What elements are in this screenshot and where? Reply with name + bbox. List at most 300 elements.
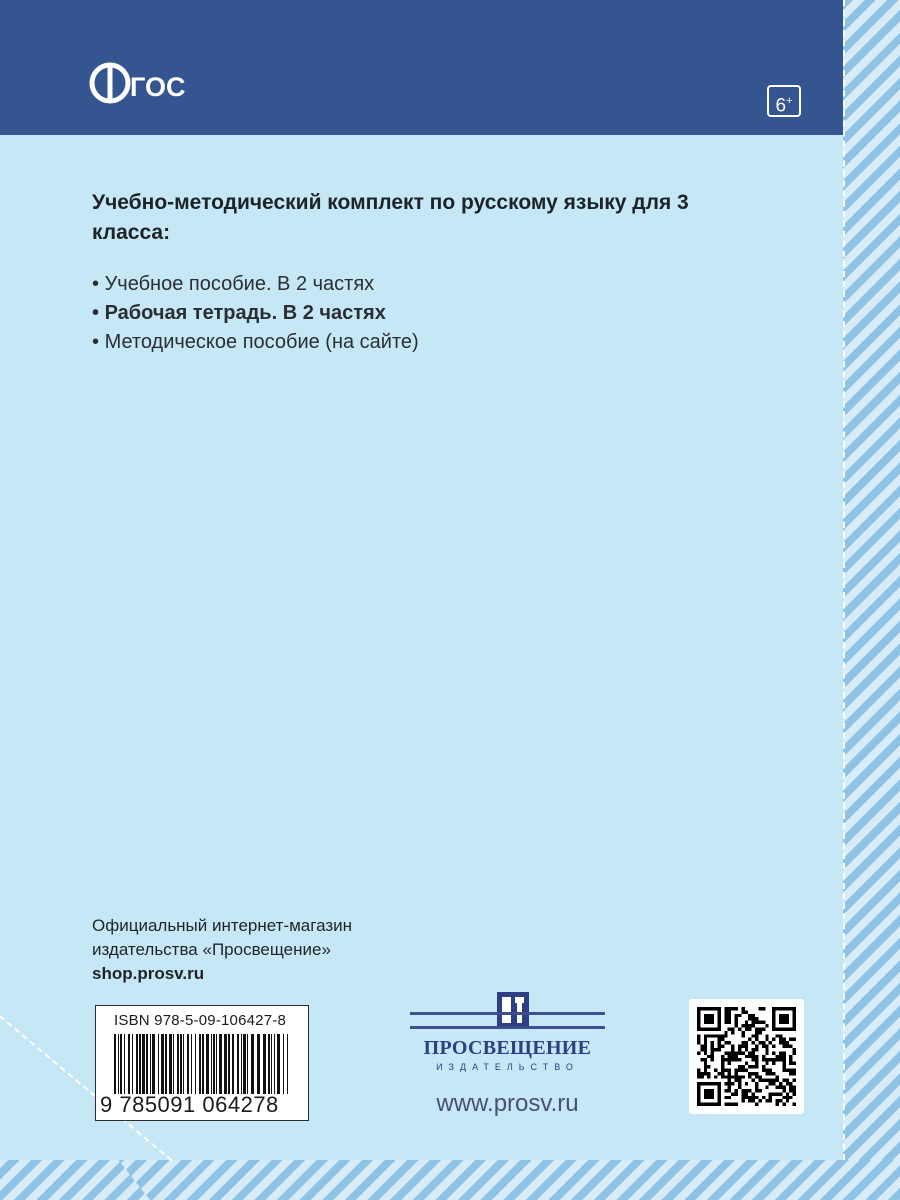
barcode-bar	[287, 1034, 288, 1094]
qr-module	[776, 1086, 779, 1089]
qr-module	[779, 1041, 782, 1044]
qr-module	[721, 1058, 724, 1061]
qr-module	[731, 1051, 734, 1054]
qr-module	[704, 1041, 707, 1044]
qr-module	[704, 1034, 707, 1037]
publisher-block	[410, 990, 605, 1130]
barcode-bar	[118, 1034, 119, 1094]
qr-module	[755, 1075, 758, 1078]
qr-module	[782, 1068, 785, 1071]
qr-module	[752, 1051, 755, 1054]
qr-module	[735, 1089, 738, 1092]
qr-module	[745, 1055, 748, 1058]
qr-module	[765, 1072, 768, 1075]
qr-module	[789, 1068, 792, 1071]
qr-module	[782, 1089, 785, 1092]
list-item: • Рабочая тетрадь. В 2 частях	[92, 299, 419, 328]
qr-module	[748, 1038, 751, 1041]
qr-module	[717, 1072, 720, 1075]
qr-module	[782, 1038, 785, 1041]
qr-module	[769, 1079, 772, 1082]
qr-module	[755, 1103, 758, 1106]
qr-module	[697, 1068, 700, 1071]
qr-module	[765, 1058, 768, 1061]
qr-module	[752, 1079, 755, 1082]
barcode-bar	[277, 1034, 280, 1094]
barcode-bar	[169, 1034, 172, 1094]
qr-module	[779, 1014, 789, 1024]
qr-module	[779, 1099, 782, 1102]
qr-module	[700, 1048, 703, 1051]
qr-module	[782, 1096, 785, 1099]
qr-module	[789, 1055, 792, 1058]
qr-module	[755, 1089, 758, 1092]
qr-module	[735, 1014, 738, 1017]
qr-module	[728, 1086, 731, 1089]
qr-module	[752, 1017, 755, 1020]
shop-url-link[interactable]: shop.prosv.ru	[92, 964, 205, 983]
qr-module	[721, 1072, 724, 1075]
qr-module	[748, 1099, 751, 1102]
barcode-bar	[183, 1034, 184, 1094]
qr-module	[700, 1075, 703, 1078]
qr-module	[772, 1082, 775, 1085]
qr-module	[793, 1062, 796, 1065]
qr-module	[755, 1086, 758, 1089]
qr-module	[758, 1041, 761, 1044]
qr-module	[755, 1038, 758, 1041]
qr-module	[731, 1027, 734, 1030]
qr-module	[724, 1096, 727, 1099]
qr-module	[717, 1048, 720, 1051]
qr-module	[728, 1041, 731, 1044]
qr-module	[755, 1045, 758, 1048]
qr-module	[755, 1072, 758, 1075]
qr-module	[738, 1048, 741, 1051]
publisher-rule	[410, 1012, 605, 1015]
qr-module	[745, 1068, 748, 1071]
list-item: • Учебное пособие. В 2 частях	[92, 270, 419, 299]
qr-module	[741, 1096, 744, 1099]
qr-module	[745, 1082, 748, 1085]
qr-module	[704, 1014, 714, 1024]
qr-module	[724, 1068, 727, 1071]
qr-module	[731, 1031, 734, 1034]
qr-module	[704, 1065, 707, 1068]
qr-module	[772, 1058, 775, 1061]
qr-module	[762, 1079, 765, 1082]
qr-module	[745, 1021, 748, 1024]
barcode-bar	[161, 1034, 164, 1094]
barcode-bar	[195, 1034, 196, 1094]
qr-module	[728, 1068, 731, 1071]
qr-module	[779, 1034, 782, 1037]
qr-module	[724, 1082, 727, 1085]
qr-module	[793, 1038, 796, 1041]
qr-module	[717, 1038, 720, 1041]
qr-module	[765, 1062, 768, 1065]
qr-module	[786, 1045, 789, 1048]
barcode-bar	[206, 1034, 209, 1094]
qr-module	[776, 1034, 779, 1037]
qr-module	[786, 1099, 789, 1102]
qr-module	[738, 1027, 741, 1030]
qr-module	[731, 1055, 734, 1058]
qr-module	[735, 1024, 738, 1027]
barcode-bar	[142, 1034, 145, 1094]
qr-module	[776, 1079, 779, 1082]
qr-module	[779, 1092, 782, 1095]
qr-module	[776, 1092, 779, 1095]
qr-module	[704, 1038, 707, 1041]
qr-module	[731, 1103, 734, 1106]
qr-module	[752, 1099, 755, 1102]
barcode-bar	[158, 1034, 159, 1094]
qr-module	[728, 1007, 731, 1010]
qr-module	[745, 1045, 748, 1048]
qr-module	[782, 1058, 785, 1061]
barcode-bar	[202, 1034, 204, 1094]
qr-module	[728, 1075, 731, 1078]
qr-module	[772, 1051, 775, 1054]
qr-module	[752, 1041, 755, 1044]
qr-module	[782, 1079, 785, 1082]
qr-module	[748, 1024, 751, 1027]
qr-module	[765, 1079, 768, 1082]
qr-module	[755, 1062, 758, 1065]
qr-module	[717, 1045, 720, 1048]
qr-module	[765, 1068, 768, 1071]
qr-module	[721, 1068, 724, 1071]
qr-module	[728, 1014, 731, 1017]
qr-module	[779, 1055, 782, 1058]
qr-module	[758, 1075, 761, 1078]
qr-module	[752, 1096, 755, 1099]
qr-module	[762, 1007, 765, 1010]
qr-module	[793, 1048, 796, 1051]
qr-module	[711, 1045, 714, 1048]
barcode-bar	[177, 1034, 179, 1094]
qr-module	[731, 1058, 734, 1061]
qr-module	[789, 1089, 792, 1092]
qr-module	[738, 1068, 741, 1071]
barcode-bar	[237, 1034, 239, 1094]
qr-module	[738, 1014, 741, 1017]
qr-module	[728, 1010, 731, 1013]
qr-module	[748, 1017, 751, 1020]
qr-module	[748, 1065, 751, 1068]
decorative-dashed-line	[843, 0, 845, 1160]
qr-module	[752, 1034, 755, 1037]
barcode-bar	[124, 1034, 125, 1094]
qr-module	[755, 1021, 758, 1024]
qr-module	[758, 1027, 761, 1030]
qr-module	[745, 1089, 748, 1092]
qr-module	[762, 1068, 765, 1071]
qr-module	[735, 1017, 738, 1020]
qr-module	[724, 1007, 727, 1010]
qr-module	[789, 1045, 792, 1048]
qr-module	[738, 1065, 741, 1068]
barcode-bar	[216, 1034, 217, 1094]
qr-module	[704, 1058, 707, 1061]
qr-module	[793, 1079, 796, 1082]
qr-module	[769, 1096, 772, 1099]
qr-module	[735, 1103, 738, 1106]
qr-module	[765, 1045, 768, 1048]
qr-module	[755, 1096, 758, 1099]
qr-module	[724, 1017, 727, 1020]
qr-module	[755, 1034, 758, 1037]
qr-module	[758, 1079, 761, 1082]
qr-module	[700, 1045, 703, 1048]
publisher-logo-icon	[495, 990, 531, 1030]
barcode-bar	[211, 1034, 212, 1094]
qr-module	[752, 1055, 755, 1058]
qr-module	[724, 1010, 727, 1013]
barcode-bar	[120, 1034, 122, 1094]
qr-module	[779, 1058, 782, 1061]
barcode-bar	[213, 1034, 215, 1094]
qr-module	[741, 1099, 744, 1102]
isbn-label: ISBN 978-5-09-106427-8	[114, 1012, 287, 1029]
qr-module	[735, 1055, 738, 1058]
qr-module	[741, 1007, 744, 1010]
publisher-name: ПРОСВЕЩЕНИЕ	[423, 1037, 592, 1059]
qr-module	[735, 1068, 738, 1071]
qr-module	[735, 1021, 738, 1024]
barcode-bar	[152, 1034, 155, 1094]
qr-module	[731, 1075, 734, 1078]
barcode-bar	[173, 1034, 174, 1094]
qr-module	[769, 1041, 772, 1044]
qr-module	[724, 1089, 727, 1092]
qr-module	[789, 1086, 792, 1089]
qr-module	[697, 1075, 700, 1078]
qr-module	[714, 1034, 717, 1037]
qr-module	[755, 1065, 758, 1068]
qr-module	[786, 1041, 789, 1044]
qr-module	[752, 1065, 755, 1068]
qr-module	[724, 1031, 727, 1034]
barcode-bar	[150, 1034, 151, 1094]
qr-module	[755, 1027, 758, 1030]
barcode-bar	[243, 1034, 246, 1094]
qr-module	[782, 1065, 785, 1068]
barcode-bar	[268, 1034, 270, 1094]
qr-module	[714, 1075, 717, 1078]
qr-module	[782, 1045, 785, 1048]
qr-module	[758, 1021, 761, 1024]
barcode-bar	[199, 1034, 201, 1094]
qr-module	[745, 1096, 748, 1099]
qr-module	[748, 1089, 751, 1092]
qr-module	[724, 1021, 727, 1024]
qr-module	[741, 1065, 744, 1068]
qr-module	[769, 1072, 772, 1075]
barcode-bar	[228, 1034, 230, 1094]
qr-module	[748, 1014, 751, 1017]
qr-module	[758, 1099, 761, 1102]
qr-module	[728, 1058, 731, 1061]
qr-module	[748, 1055, 751, 1058]
qr-module	[711, 1051, 714, 1054]
qr-module	[731, 1007, 734, 1010]
qr-module	[724, 1103, 727, 1106]
qr-module	[786, 1068, 789, 1071]
qr-module	[786, 1096, 789, 1099]
qr-module	[704, 1068, 707, 1071]
qr-module	[704, 1051, 707, 1054]
barcode-bar	[139, 1034, 141, 1094]
barcode-bar	[274, 1034, 275, 1094]
qr-module	[704, 1048, 707, 1051]
qr-module	[762, 1055, 765, 1058]
qr-module	[724, 1075, 727, 1078]
kit-heading: Учебно-методический комплект по русскому языку для 3 класса:	[92, 191, 689, 244]
qr-module	[735, 1051, 738, 1054]
qr-module	[755, 1048, 758, 1051]
qr-module	[728, 1072, 731, 1075]
qr-module	[748, 1051, 751, 1054]
qr-module	[752, 1058, 755, 1061]
barcode-digits: 9 785091 064278	[100, 1092, 279, 1117]
qr-module	[745, 1010, 748, 1013]
qr-module	[717, 1034, 720, 1037]
qr-module	[776, 1103, 779, 1106]
qr-module	[793, 1068, 796, 1071]
qr-module	[755, 1017, 758, 1020]
qr-module	[731, 1082, 734, 1085]
qr-module	[762, 1045, 765, 1048]
qr-module	[721, 1055, 724, 1058]
qr-module	[776, 1058, 779, 1061]
qr-module	[765, 1038, 768, 1041]
qr-module	[741, 1068, 744, 1071]
qr-code-box	[689, 999, 804, 1114]
qr-module	[735, 1092, 738, 1095]
qr-module	[782, 1055, 785, 1058]
qr-module	[748, 1072, 751, 1075]
qr-module	[762, 1021, 765, 1024]
qr-module	[782, 1051, 785, 1054]
qr-module	[758, 1007, 761, 1010]
barcode-bar	[128, 1034, 130, 1094]
qr-module	[793, 1051, 796, 1054]
qr-module	[789, 1072, 792, 1075]
qr-module	[772, 1038, 775, 1041]
qr-module	[782, 1041, 785, 1044]
list-item: • Методическое пособие (на сайте)	[92, 328, 419, 357]
qr-module	[748, 1075, 751, 1078]
isbn-barcode-box	[95, 1005, 309, 1121]
qr-module	[793, 1103, 796, 1106]
qr-module	[752, 1048, 755, 1051]
qr-module	[789, 1062, 792, 1065]
qr-module	[776, 1099, 779, 1102]
barcode-bar	[232, 1034, 234, 1094]
qr-module	[793, 1086, 796, 1089]
qr-module	[724, 1041, 727, 1044]
qr-module	[728, 1017, 731, 1020]
qr-module	[765, 1086, 768, 1089]
qr-module	[735, 1079, 738, 1082]
barcode-bar	[114, 1034, 116, 1094]
qr-module	[772, 1072, 775, 1075]
qr-module	[697, 1051, 700, 1054]
qr-module	[728, 1055, 731, 1058]
qr-module	[752, 1014, 755, 1017]
qr-module	[776, 1055, 779, 1058]
qr-module	[755, 1031, 758, 1034]
qr-module	[721, 1075, 724, 1078]
qr-module	[741, 1092, 744, 1095]
qr-module	[779, 1086, 782, 1089]
qr-module	[700, 1072, 703, 1075]
qr-module	[762, 1041, 765, 1044]
publisher-rule	[410, 1026, 605, 1029]
qr-module	[793, 1072, 796, 1075]
qr-module	[728, 1079, 731, 1082]
qr-module	[724, 1034, 727, 1037]
qr-module	[765, 1034, 768, 1037]
qr-module	[765, 1051, 768, 1054]
barcode-icon	[114, 1034, 290, 1094]
qr-module	[786, 1082, 789, 1085]
qr-module	[721, 1038, 724, 1041]
qr-module	[741, 1031, 744, 1034]
publisher-url-link[interactable]: www.prosv.ru	[436, 1090, 579, 1117]
qr-module	[758, 1031, 761, 1034]
barcode-bar	[241, 1034, 242, 1094]
qr-module	[779, 1082, 782, 1085]
qr-module	[782, 1103, 785, 1106]
qr-module	[714, 1048, 717, 1051]
qr-module	[697, 1034, 700, 1037]
barcode-bar	[132, 1034, 133, 1094]
qr-module	[704, 1072, 707, 1075]
barcode-bar	[224, 1034, 227, 1094]
qr-module	[738, 1058, 741, 1061]
qr-module	[741, 1024, 744, 1027]
qr-module	[755, 1058, 758, 1061]
publisher-subtitle: ИЗДАТЕЛЬСТВО	[436, 1062, 579, 1072]
qr-module	[721, 1065, 724, 1068]
qr-module	[741, 1010, 744, 1013]
barcode-bar	[283, 1034, 284, 1094]
qr-module	[748, 1096, 751, 1099]
barcode-bar	[136, 1034, 138, 1094]
qr-module	[714, 1068, 717, 1071]
qr-module	[711, 1041, 714, 1044]
barcode-bar	[219, 1034, 222, 1094]
qr-module	[769, 1058, 772, 1061]
qr-module	[738, 1082, 741, 1085]
qr-module	[748, 1027, 751, 1030]
qr-code-icon[interactable]	[697, 1007, 796, 1106]
qr-module	[735, 1075, 738, 1078]
qr-module	[789, 1058, 792, 1061]
qr-module	[724, 1014, 727, 1017]
qr-module	[741, 1034, 744, 1037]
qr-module	[793, 1092, 796, 1095]
qr-module	[697, 1038, 700, 1041]
qr-module	[789, 1038, 792, 1041]
barcode-bar	[251, 1034, 254, 1094]
qr-module	[772, 1079, 775, 1082]
barcode-bar	[271, 1034, 272, 1094]
qr-module	[738, 1075, 741, 1078]
